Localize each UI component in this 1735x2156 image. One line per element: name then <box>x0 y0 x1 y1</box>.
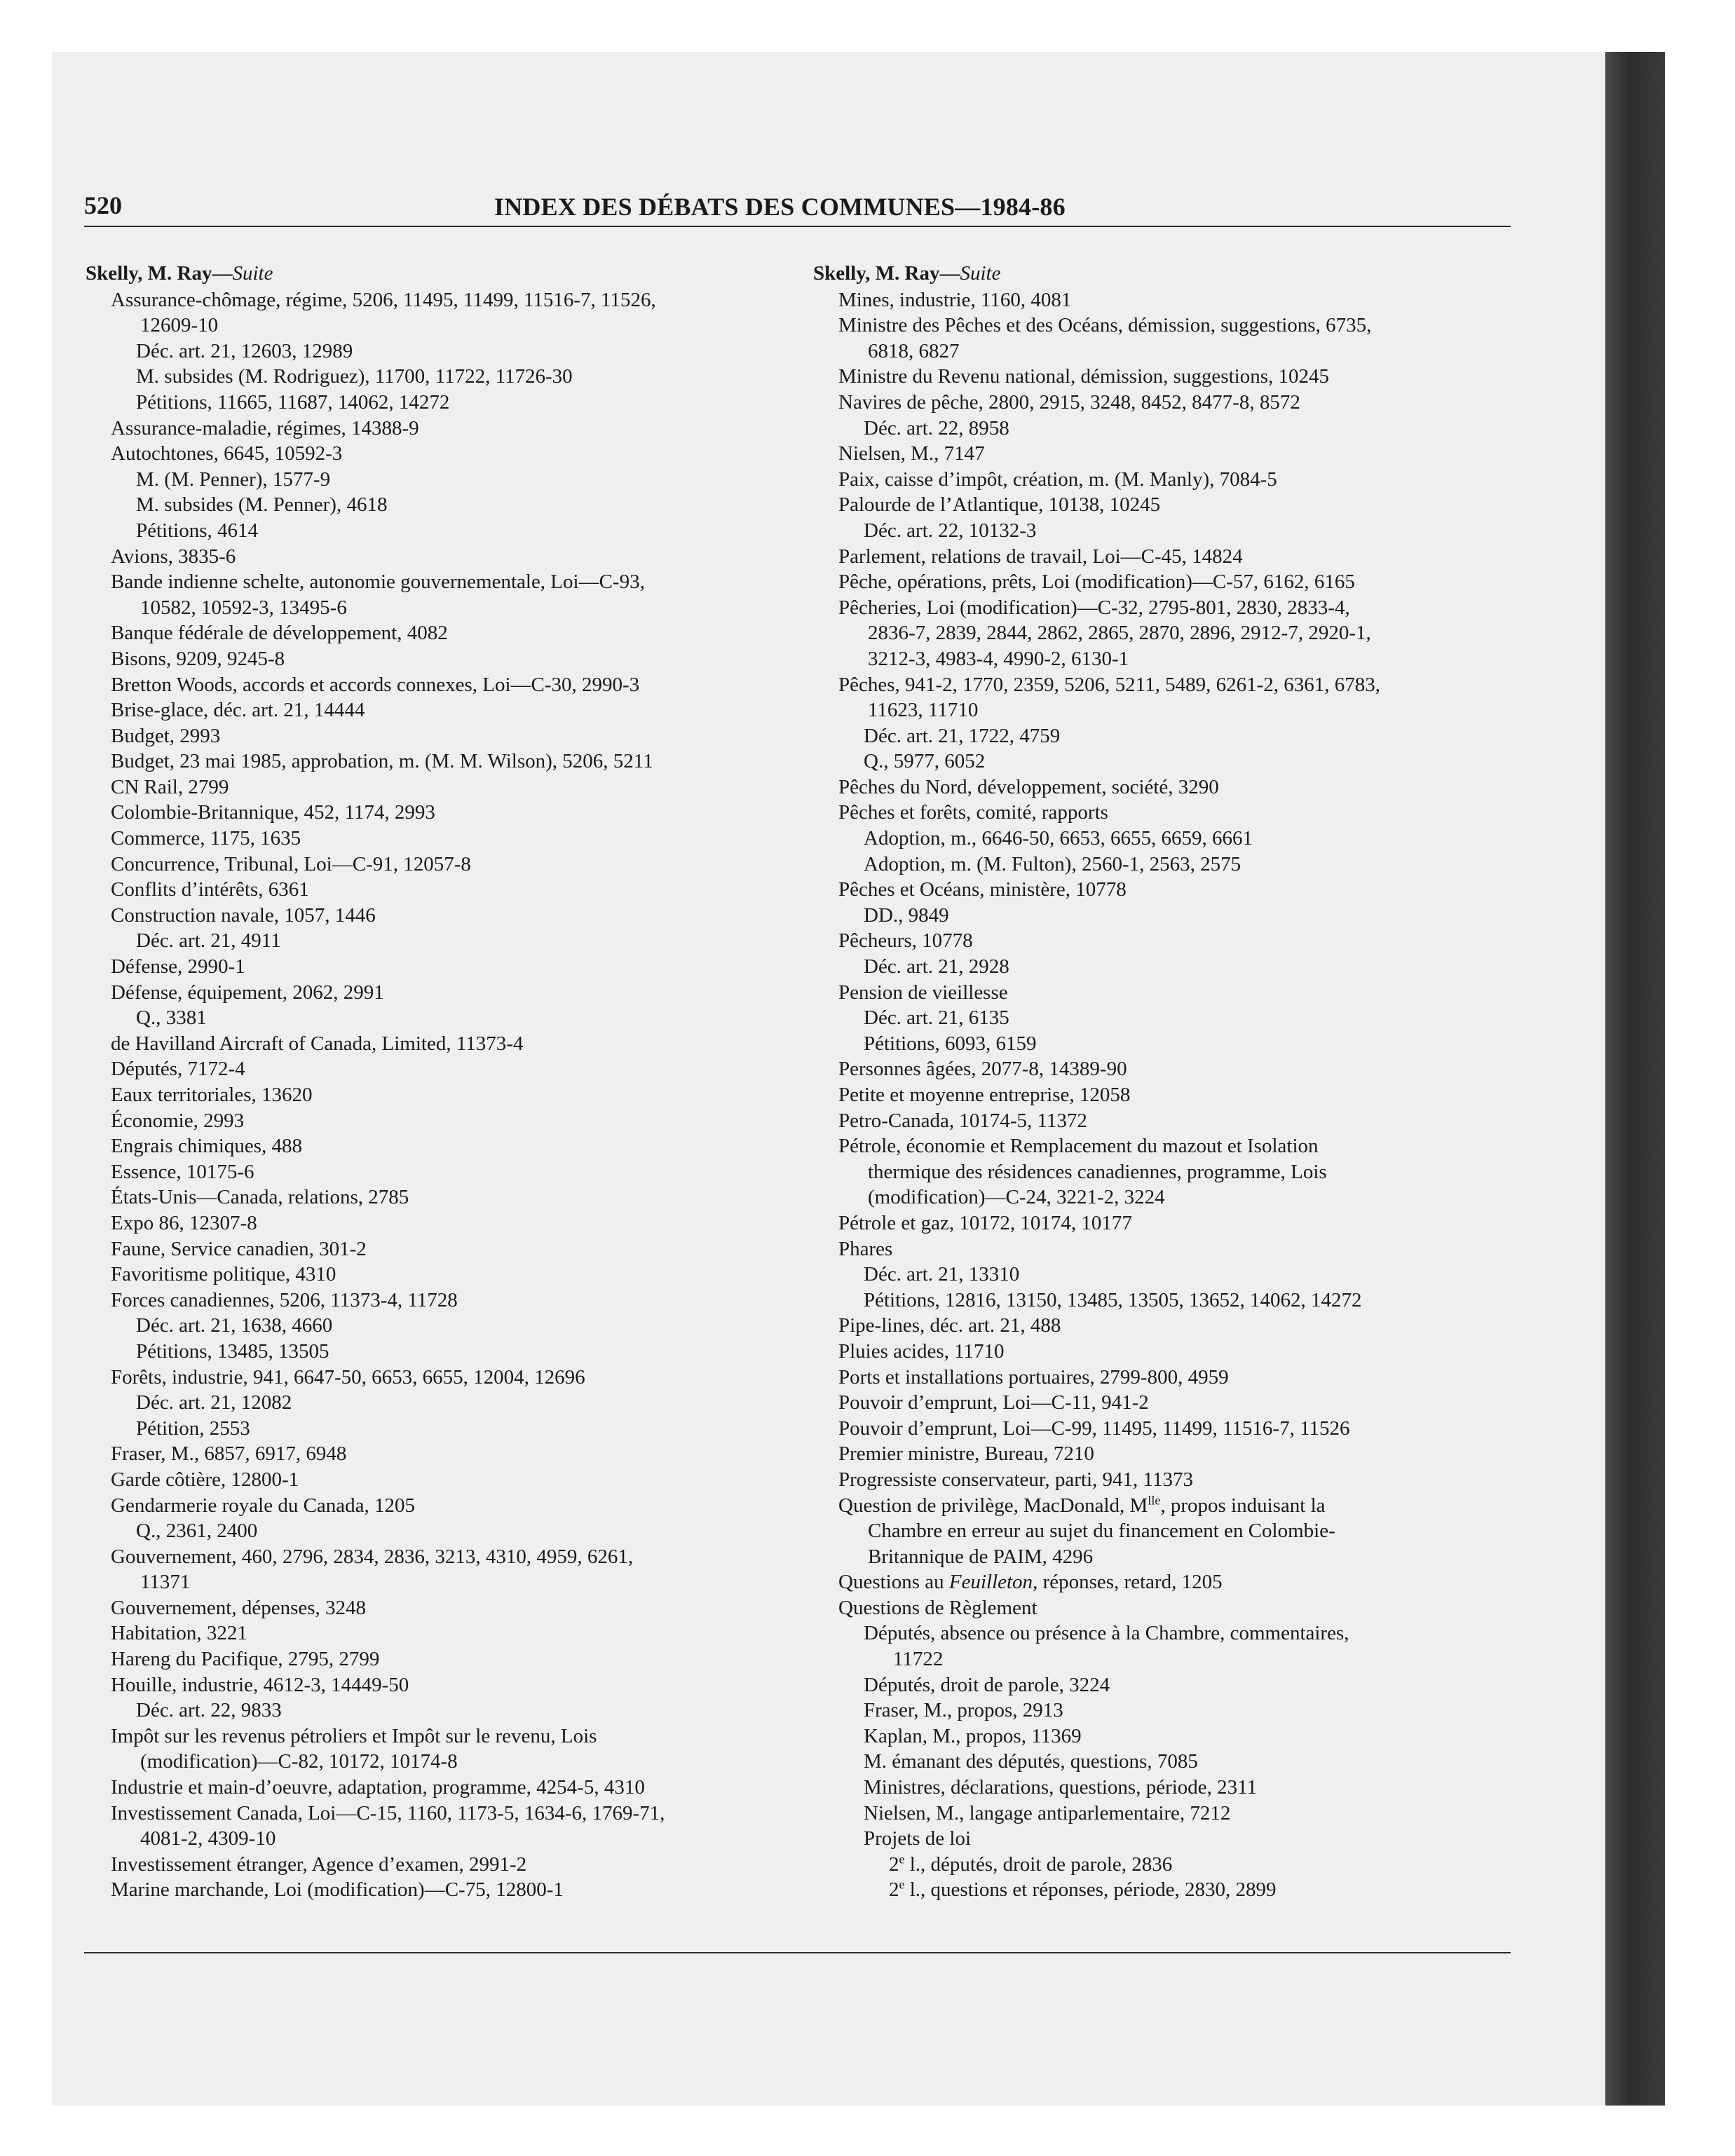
index-entry <box>86 467 794 493</box>
index-entry <box>86 1082 794 1108</box>
index-entry <box>813 826 1514 852</box>
entry-text: Défense, équipement, 2062, 2991 <box>111 981 384 1004</box>
entry-text: Déc. art. 21, 12603, 12989 <box>136 339 353 362</box>
entry-text: Déc. art. 21, 12082 <box>136 1391 292 1414</box>
entry-text: Nielsen, M., langage antiparlementaire, 7212 <box>864 1801 1231 1824</box>
index-entry <box>86 1390 794 1416</box>
index-entry <box>813 1595 1514 1621</box>
index-entry <box>86 1441 794 1467</box>
entry-text: Ministre des Pêches et des Océans, démission, suggestions, 6735, <box>838 314 1372 337</box>
entry-text: Fraser, M., 6857, 6917, 6948 <box>111 1442 347 1466</box>
index-entry <box>813 749 1514 775</box>
entry-text: Paix, caisse d’impôt, création, m. (M. Manly), 7084-5 <box>838 468 1277 491</box>
index-entry <box>813 1288 1514 1314</box>
entry-text: Gendarmerie royale du Canada, 1205 <box>111 1494 416 1517</box>
index-entry <box>813 595 1514 672</box>
header-rule <box>84 226 1511 227</box>
index-entry <box>86 364 794 390</box>
index-entry <box>86 1365 794 1391</box>
entry-text: Q., 5977, 6052 <box>864 750 986 773</box>
entry-text: Gouvernement, 460, 2796, 2834, 2836, 3213, 4310, 4959, 6261, <box>111 1545 634 1568</box>
index-entry <box>813 1826 1514 1852</box>
index-entry <box>813 1031 1514 1057</box>
entry-continuation: (modification)—C-82, 10172, 10174-8 <box>140 1750 458 1773</box>
index-entry <box>86 852 794 878</box>
index-entry <box>813 569 1514 595</box>
index-entry <box>813 672 1514 723</box>
index-entry <box>86 1595 794 1621</box>
entry-text: Déc. art. 22, 8958 <box>864 416 1009 439</box>
index-column-left <box>86 261 794 1903</box>
entry-text: Colombie-Britannique, 452, 1174, 2993 <box>111 801 435 824</box>
index-entry <box>813 1441 1514 1467</box>
index-entry <box>813 390 1514 416</box>
index-entries <box>86 287 794 1903</box>
entry-text: Pêches, 941-2, 1770, 2359, 5206, 5211, 5489, 6261-2, 6361, 6783, <box>838 673 1381 696</box>
entry-text: Défense, 2990-1 <box>111 955 245 978</box>
entry-text: Pouvoir d’emprunt, Loi—C-11, 941-2 <box>838 1391 1149 1414</box>
index-entry <box>86 544 794 570</box>
entry-text: Économie, 2993 <box>111 1109 245 1132</box>
index-entry <box>86 1544 794 1595</box>
heading-suite: Suite <box>232 262 273 285</box>
index-entry <box>86 1416 794 1442</box>
index-entry <box>813 903 1514 929</box>
entry-text: Petro-Canada, 10174-5, 11372 <box>838 1109 1087 1132</box>
entry-text: Pétitions, 11665, 11687, 14062, 14272 <box>136 390 450 414</box>
index-entry <box>813 416 1514 442</box>
index-entry <box>813 467 1514 493</box>
entry-continuation: 6818, 6827 <box>868 339 960 362</box>
index-entry <box>813 1390 1514 1416</box>
entry-text: Q., 3381 <box>136 1007 207 1030</box>
index-entry <box>813 1493 1514 1570</box>
index-column-right <box>813 261 1514 1903</box>
entry-continuation: 11371 <box>140 1571 191 1594</box>
index-entry <box>813 1365 1514 1391</box>
entry-continuation: 12609-10 <box>140 314 219 337</box>
column-heading <box>813 261 1514 287</box>
index-entries <box>813 287 1514 1903</box>
entry-text: Assurance-chômage, régime, 5206, 11495, 11499, 11516-7, 11526, <box>111 288 656 311</box>
index-entry <box>86 646 794 672</box>
entry-text: Question de privilège, MacDonald, $M^{lle}$, propos induisant la <box>838 1492 1326 1517</box>
entry-text: Kaplan, M., propos, 11369 <box>864 1724 1082 1747</box>
index-entry <box>86 877 794 903</box>
index-entry <box>813 1775 1514 1801</box>
entry-text: Parlement, relations de travail, Loi—C-45, 14824 <box>838 545 1243 568</box>
index-entry <box>86 1056 794 1082</box>
entry-text: Déc. art. 21, 6135 <box>864 1007 1009 1030</box>
entry-text: Forces canadiennes, 5206, 11373-4, 11728 <box>111 1288 458 1311</box>
entry-text: Houille, industrie, 4612-3, 14449-50 <box>111 1673 409 1696</box>
index-entry <box>813 1569 1514 1595</box>
entry-text: Favoritisme politique, 4310 <box>111 1263 336 1286</box>
index-entry <box>813 1724 1514 1749</box>
entry-text: Députés, droit de parole, 3224 <box>864 1673 1110 1696</box>
entry-text: Brise-glace, déc. art. 21, 14444 <box>111 699 365 722</box>
index-entry <box>813 1108 1514 1134</box>
index-entry <box>813 1236 1514 1262</box>
entry-text: Palourde de l’Atlantique, 10138, 10245 <box>838 493 1161 517</box>
entry-text: Marine marchande, Loi (modification)—C-75, 12800-1 <box>111 1878 564 1902</box>
index-entry <box>86 928 794 954</box>
entry-text: Concurrence, Tribunal, Loi—C-91, 12057-8 <box>111 852 471 875</box>
index-entry <box>86 416 794 442</box>
entry-text: Essence, 10175-6 <box>111 1160 254 1183</box>
entry-text: Engrais chimiques, 488 <box>111 1135 303 1158</box>
index-entry <box>813 1801 1514 1827</box>
index-entry <box>86 441 794 467</box>
entry-text: Hareng du Pacifique, 2795, 2799 <box>111 1648 380 1671</box>
index-entry <box>813 364 1514 390</box>
entry-text: Impôt sur les revenus pétroliers et Impôt sur le revenu, Lois <box>111 1724 597 1747</box>
index-entry <box>86 390 794 416</box>
entry-text: Pêcheries, Loi (modification)—C-32, 2795-801, 2830, 2833-4, <box>838 596 1350 619</box>
entry-text: Forêts, industrie, 941, 6647-50, 6653, 6655, 12004, 12696 <box>111 1365 585 1389</box>
index-entry <box>86 1133 794 1159</box>
index-entry <box>86 339 794 364</box>
entry-text: Bisons, 9209, 9245-8 <box>111 647 285 670</box>
entry-text: Pipe-lines, déc. art. 21, 488 <box>838 1314 1061 1337</box>
index-entry <box>813 313 1514 364</box>
entry-text: Gouvernement, dépenses, 3248 <box>111 1596 367 1619</box>
entry-text: Ministre du Revenu national, démission, suggestions, 10245 <box>838 365 1329 388</box>
index-entry <box>86 1467 794 1493</box>
index-entry <box>813 723 1514 749</box>
index-entry <box>813 1621 1514 1672</box>
entry-text: Mines, industrie, 1160, 4081 <box>838 288 1072 311</box>
entry-text: M. émanant des députés, questions, 7085 <box>864 1750 1198 1773</box>
entry-text: Navires de pêche, 2800, 2915, 3248, 8452, 8477-8, 8572 <box>838 390 1300 414</box>
heading-suite: Suite <box>960 262 1001 285</box>
entry-text: Garde côtière, 12800-1 <box>111 1468 299 1491</box>
page-number: 520 <box>84 191 122 219</box>
entry-text: Pêcheurs, 10778 <box>838 929 973 953</box>
index-entry <box>813 1698 1514 1724</box>
index-entry <box>86 980 794 1006</box>
entry-text: Personnes âgées, 2077-8, 14389-90 <box>838 1058 1127 1081</box>
entry-text: Bretton Woods, accords et accords connexes, Loi—C-30, 2990-3 <box>111 673 640 696</box>
index-entry <box>86 723 794 749</box>
entry-text: Faune, Service canadien, 301-2 <box>111 1237 367 1260</box>
index-entry <box>86 1159 794 1185</box>
index-entry <box>813 1056 1514 1082</box>
entry-text: Pétrole, économie et Remplacement du mazout et Isolation <box>838 1135 1319 1158</box>
index-entry <box>86 954 794 980</box>
entry-text: CN Rail, 2799 <box>111 775 229 798</box>
entry-text: DD., 9849 <box>864 903 949 927</box>
index-entry <box>813 1467 1514 1493</box>
entry-text: Déc. art. 22, 10132-3 <box>864 519 1037 542</box>
entry-text: Adoption, m., 6646-50, 6653, 6655, 6659, 6661 <box>864 827 1253 850</box>
running-title: INDEX DES DÉBATS DES COMMUNES—1984-86 <box>494 193 1066 221</box>
index-entry <box>813 1005 1514 1031</box>
entry-text: Expo 86, 12307-8 <box>111 1211 257 1234</box>
entry-text: Investissement Canada, Loi—C-15, 1160, 1173-5, 1634-6, 1769-71, <box>111 1801 665 1824</box>
index-entry <box>86 697 794 723</box>
entry-text: Autochtones, 6645, 10592-3 <box>111 442 343 465</box>
index-entry <box>813 492 1514 518</box>
entry-text: Pêches et forêts, comité, rapports <box>838 801 1108 824</box>
entry-text: Assurance-maladie, régimes, 14388-9 <box>111 416 419 439</box>
entry-text: Déc. art. 21, 4911 <box>136 929 281 953</box>
entry-text: Déc. art. 21, 2928 <box>864 955 1009 978</box>
entry-text: Budget, 23 mai 1985, approbation, m. (M. M. Wilson), 5206, 5211 <box>111 750 653 773</box>
column-heading <box>86 261 794 287</box>
entry-text: Pension de vieillesse <box>838 981 1008 1004</box>
index-entry <box>86 287 794 339</box>
entry-continuation: 3212-3, 4983-4, 4990-2, 6130-1 <box>868 647 1129 670</box>
entry-text: Pêche, opérations, prêts, Loi (modification)—C-57, 6162, 6165 <box>838 571 1355 594</box>
index-entry <box>86 518 794 544</box>
index-entry <box>813 800 1514 826</box>
index-entry <box>86 1698 794 1724</box>
index-entry <box>86 1518 794 1544</box>
binding-edge <box>1605 52 1665 2106</box>
index-entry <box>86 1031 794 1057</box>
entry-text: M. subsides (M. Penner), 4618 <box>136 493 388 517</box>
entry-continuation: thermique des résidences canadiennes, programme, Lois <box>868 1160 1327 1183</box>
index-entry <box>813 1133 1514 1210</box>
index-entry <box>86 492 794 518</box>
index-entry <box>86 1313 794 1339</box>
entry-text: États-Unis—Canada, relations, 2785 <box>111 1186 409 1209</box>
entry-text: Premier ministre, Bureau, 7210 <box>838 1442 1094 1466</box>
entry-text: Pouvoir d’emprunt, Loi—C-99, 11495, 11499, 11516-7, 11526 <box>838 1417 1350 1440</box>
index-entry <box>813 1852 1514 1878</box>
entry-text: Investissement étranger, Agence d’examen, 2991-2 <box>111 1853 527 1876</box>
index-entry <box>86 1877 794 1903</box>
index-entry <box>86 1262 794 1288</box>
index-entry <box>813 1877 1514 1903</box>
entry-text: Bande indienne schelte, autonomie gouvernementale, Loi—C-93, <box>111 571 645 594</box>
entry-text: Pétrole et gaz, 10172, 10174, 10177 <box>838 1211 1132 1234</box>
index-entry <box>813 287 1514 313</box>
entry-text: Avions, 3835-6 <box>111 545 236 568</box>
entry-text: Eaux territoriales, 13620 <box>111 1084 313 1106</box>
entry-text: Habitation, 3221 <box>111 1622 247 1645</box>
entry-text: Pétitions, 13485, 13505 <box>136 1339 329 1363</box>
index-entry <box>86 1339 794 1365</box>
entry-text: Déc. art. 21, 1722, 4759 <box>864 724 1061 747</box>
entry-text: Industrie et main-d’oeuvre, adaptation, programme, 4254-5, 4310 <box>111 1776 645 1799</box>
entry-text: Adoption, m. (M. Fulton), 2560-1, 2563, 2575 <box>864 852 1241 875</box>
entry-text: Déc. art. 21, 1638, 4660 <box>136 1314 333 1337</box>
index-entry <box>86 775 794 800</box>
entry-text: Pêches et Océans, ministère, 10778 <box>838 878 1127 901</box>
entry-text: Petite et moyenne entreprise, 12058 <box>838 1084 1131 1106</box>
index-entry <box>813 544 1514 570</box>
entry-continuation: 4081-2, 4309-10 <box>140 1827 276 1850</box>
entry-text: Ministres, déclarations, questions, période, 2311 <box>864 1776 1258 1799</box>
entry-text: Commerce, 1175, 1635 <box>111 827 301 850</box>
entry-text: 2e l., questions et réponses, période, 2830, 2899 <box>889 1877 1277 1902</box>
index-entry <box>86 1288 794 1314</box>
index-entry <box>86 1724 794 1775</box>
entry-text: 2e l., députés, droit de parole, 2836 <box>889 1852 1173 1876</box>
entry-continuation: 2836-7, 2839, 2844, 2862, 2865, 2870, 2896, 2912-7, 2920-1, <box>868 622 1371 645</box>
entry-continuation: Britannique de PAIM, 4296 <box>868 1545 1094 1568</box>
entry-text: Construction navale, 1057, 1446 <box>111 903 376 927</box>
footer-rule <box>84 1952 1511 1953</box>
entry-text: Déc. art. 22, 9833 <box>136 1699 282 1722</box>
index-entry <box>86 1801 794 1852</box>
index-entry <box>86 1852 794 1878</box>
index-entry <box>86 672 794 698</box>
index-entry <box>813 518 1514 544</box>
index-entry <box>813 980 1514 1006</box>
index-entry <box>86 1108 794 1134</box>
index-entry <box>813 852 1514 878</box>
entry-text: Pêches du Nord, développement, société, 3290 <box>838 775 1219 798</box>
entry-continuation: 11722 <box>893 1648 944 1671</box>
index-entry <box>86 826 794 852</box>
index-entry <box>813 954 1514 980</box>
index-entry <box>86 1646 794 1672</box>
index-entry <box>86 1185 794 1210</box>
entry-text: Phares <box>838 1237 893 1260</box>
index-entry <box>813 928 1514 954</box>
entry-text: M. subsides (M. Rodriguez), 11700, 11722, 11726-30 <box>136 365 573 388</box>
entry-text: Pétition, 2553 <box>136 1417 250 1440</box>
heading-name: Skelly, M. Ray— <box>813 262 960 285</box>
entry-continuation: 10582, 10592-3, 13495-6 <box>140 596 347 619</box>
index-entry <box>813 441 1514 467</box>
entry-text: Q., 2361, 2400 <box>136 1520 258 1543</box>
entry-text: Progressiste conservateur, parti, 941, 11373 <box>838 1468 1193 1491</box>
entry-text: Ports et installations portuaires, 2799-800, 4959 <box>838 1365 1229 1389</box>
entry-text: Députés, 7172-4 <box>111 1058 245 1081</box>
entry-continuation: (modification)—C-24, 3221-2, 3224 <box>868 1186 1165 1209</box>
entry-text: Nielsen, M., 7147 <box>838 442 985 465</box>
index-entry <box>813 1082 1514 1108</box>
index-entry <box>86 1493 794 1519</box>
index-entry <box>86 1236 794 1262</box>
index-entry <box>813 1749 1514 1775</box>
entry-text: Pétitions, 4614 <box>136 519 259 542</box>
index-entry <box>813 877 1514 903</box>
entry-text: de Havilland Aircraft of Canada, Limited, 11373-4 <box>111 1032 524 1055</box>
index-entry <box>813 1210 1514 1236</box>
index-entry <box>86 569 794 620</box>
entry-text: Députés, absence ou présence à la Chambre, commentaires, <box>864 1622 1349 1645</box>
entry-text: Projets de loi <box>864 1827 972 1850</box>
entry-text: Conflits d’intérêts, 6361 <box>111 878 309 901</box>
entry-continuation: 11623, 11710 <box>868 699 979 722</box>
index-entry <box>86 1005 794 1031</box>
index-entry <box>86 1672 794 1698</box>
index-entry <box>813 1262 1514 1288</box>
entry-continuation: Chambre en erreur au sujet du financement en Colombie- <box>868 1520 1335 1543</box>
entry-text: Pétitions, 12816, 13150, 13485, 13505, 13652, 14062, 14272 <box>864 1288 1362 1311</box>
index-entry <box>813 1339 1514 1365</box>
index-entry <box>86 903 794 929</box>
index-entry <box>86 1210 794 1236</box>
index-entry <box>86 1775 794 1801</box>
entry-text: Pétitions, 6093, 6159 <box>864 1032 1037 1055</box>
entry-text: Pluies acides, 11710 <box>838 1339 1005 1363</box>
index-entry <box>86 620 794 646</box>
entry-text: Fraser, M., propos, 2913 <box>864 1699 1063 1722</box>
entry-text: Banque fédérale de développement, 4082 <box>111 622 448 645</box>
heading-name: Skelly, M. Ray— <box>86 262 233 285</box>
index-entry <box>86 1621 794 1646</box>
index-entry <box>86 749 794 775</box>
index-entry <box>86 800 794 826</box>
entry-text: Questions au Feuilleton, réponses, retard, 1205 <box>838 1571 1223 1594</box>
entry-text: Questions de Règlement <box>838 1596 1037 1619</box>
entry-text: Déc. art. 21, 13310 <box>864 1263 1020 1286</box>
entry-text: M. (M. Penner), 1577-9 <box>136 468 331 491</box>
index-entry <box>813 775 1514 800</box>
entry-text: Budget, 2993 <box>111 724 221 747</box>
index-entry <box>813 1672 1514 1698</box>
index-entry <box>813 1313 1514 1339</box>
index-entry <box>813 1416 1514 1442</box>
